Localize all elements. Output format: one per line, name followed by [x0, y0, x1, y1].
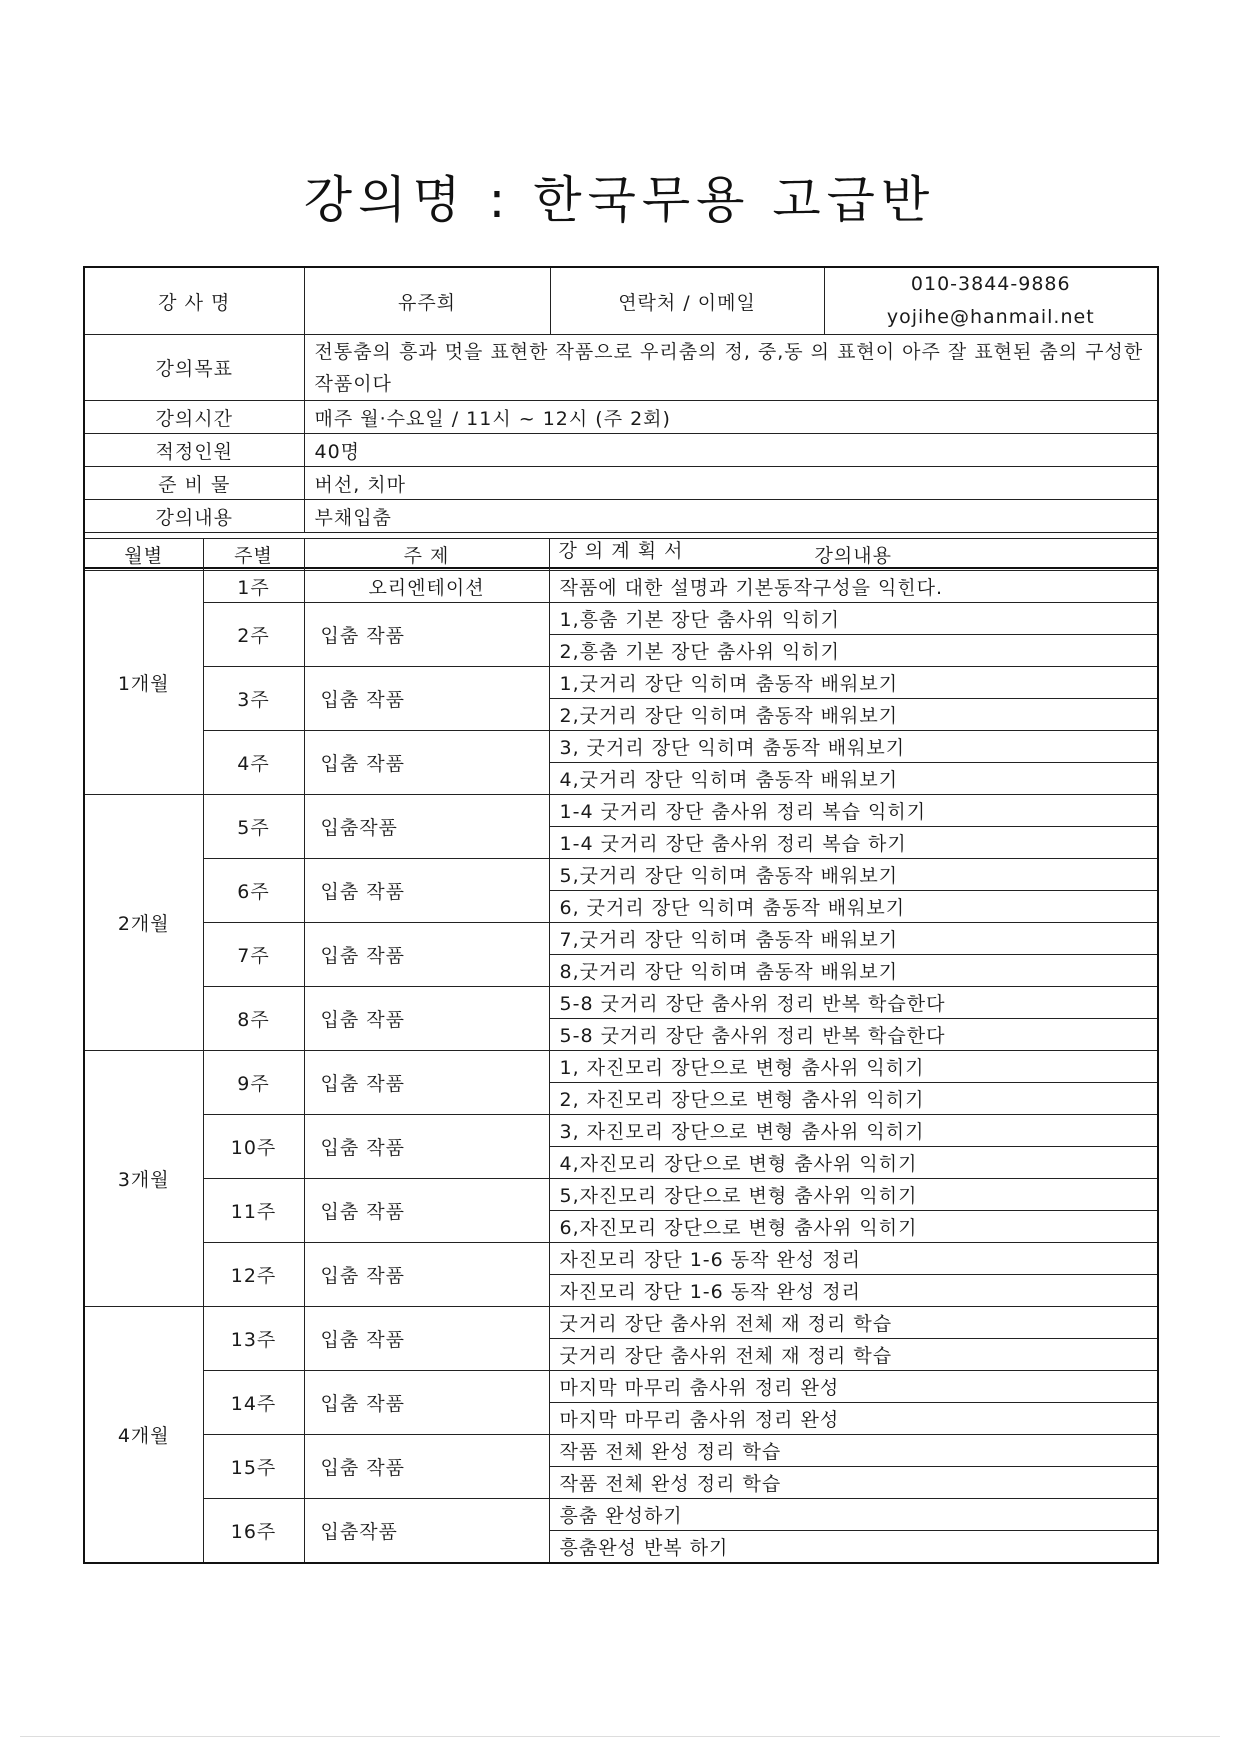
materials-label: 준 비 물: [84, 467, 304, 500]
table-row: [84, 571, 1158, 603]
week-cell: 3주: [203, 667, 304, 731]
content-cell: 7,굿거리 장단 익히며 춤동작 배워보기: [549, 923, 1158, 955]
topic-cell: 입춤작품: [304, 795, 549, 859]
topic-cell: 입춤 작품: [304, 667, 549, 731]
content-cell: 작품에 대한 설명과 기본동작구성을 익힌다.: [549, 571, 1158, 603]
content-cell: 굿거리 장단 춤사위 전체 재 정리 학습: [549, 1307, 1158, 1339]
content-cell: 5-8 굿거리 장단 춤사위 정리 반복 학습한다: [549, 1019, 1158, 1051]
table-row: [84, 1115, 1158, 1147]
week-cell: 15주: [203, 1435, 304, 1499]
topic-cell: 입춤 작품: [304, 1243, 549, 1307]
content-cell: 흥춤완성 반복 하기: [549, 1531, 1158, 1564]
week-cell: 1주: [203, 571, 304, 603]
topic-cell: 입춤 작품: [304, 859, 549, 923]
content-cell: 5,자진모리 장단으로 변형 춤사위 익히기: [549, 1179, 1158, 1211]
topic-cell: 입춤 작품: [304, 1179, 549, 1243]
header-month: 월별: [84, 539, 203, 571]
topic-cell: 입춤 작품: [304, 1435, 549, 1499]
week-cell: 5주: [203, 795, 304, 859]
topic-cell: 입춤 작품: [304, 731, 549, 795]
topic-cell: 입춤 작품: [304, 1371, 549, 1435]
table-row: [84, 859, 1158, 891]
week-cell: 10주: [203, 1115, 304, 1179]
capacity-label: 적정인원: [84, 434, 304, 467]
week-cell: 6주: [203, 859, 304, 923]
content-cell: 2,흥춤 기본 장단 춤사위 익히기: [549, 635, 1158, 667]
goal-value: 전통춤의 흥과 멋을 표현한 작품으로 우리춤의 정, 중,동 의 표현이 아주 잘 표현된 춤의 구성한 작품이다: [304, 335, 1158, 401]
table-row: [84, 667, 1158, 699]
content-cell: 5-8 굿거리 장단 춤사위 정리 반복 학습한다: [549, 987, 1158, 1019]
content-cell: 자진모리 장단 1-6 동작 완성 정리: [549, 1275, 1158, 1307]
content-cell: 1, 자진모리 장단으로 변형 춤사위 익히기: [549, 1051, 1158, 1083]
table-row: [84, 1307, 1158, 1339]
page-edge-divider: [20, 1736, 1220, 1737]
goal-label: 강의목표: [84, 335, 304, 401]
content-cell: 1-4 굿거리 장단 춤사위 정리 복습 하기: [549, 827, 1158, 859]
schedule-value: 매주 월·수요일 / 11시 ~ 12시 (주 2회): [304, 401, 1158, 434]
week-cell: 11주: [203, 1179, 304, 1243]
week-cell: 2주: [203, 603, 304, 667]
table-row: [84, 1051, 1158, 1083]
course-info-table: [83, 266, 1159, 569]
week-cell: 4주: [203, 731, 304, 795]
table-row: [84, 795, 1158, 827]
week-cell: 16주: [203, 1499, 304, 1564]
content-cell: 작품 전체 완성 정리 학습: [549, 1467, 1158, 1499]
content-cell: 마지막 마무리 춤사위 정리 완성: [549, 1371, 1158, 1403]
content-label: 강의내용: [84, 500, 304, 533]
month-cell: 1개월: [84, 571, 203, 795]
phone-number: 010-3844-9886: [910, 273, 1071, 295]
week-cell: 7주: [203, 923, 304, 987]
week-cell: 14주: [203, 1371, 304, 1435]
topic-cell: 입춤 작품: [304, 1051, 549, 1115]
table-row: [84, 923, 1158, 955]
content-cell: 흥춤 완성하기: [549, 1499, 1158, 1531]
capacity-value: 40명: [304, 434, 1158, 467]
contact-label: 연락처 / 이메일: [550, 267, 824, 335]
month-cell: 4개월: [84, 1307, 203, 1564]
topic-cell: 입춤작품: [304, 1499, 549, 1564]
topic-cell: 입춤 작품: [304, 923, 549, 987]
month-cell: 3개월: [84, 1051, 203, 1307]
content-cell: 8,굿거리 장단 익히며 춤동작 배워보기: [549, 955, 1158, 987]
instructor-name: 유주희: [304, 267, 550, 335]
week-cell: 8주: [203, 987, 304, 1051]
table-row: [84, 1371, 1158, 1403]
topic-cell: 입춤 작품: [304, 603, 549, 667]
lesson-plan-table: [83, 538, 1159, 1564]
week-cell: 9주: [203, 1051, 304, 1115]
table-row: [84, 1179, 1158, 1211]
email-address: yojihe@hanmail.net: [886, 306, 1095, 328]
table-row: [84, 603, 1158, 635]
topic-cell: 오리엔테이션: [304, 571, 549, 603]
content-cell: 1,굿거리 장단 익히며 춤동작 배워보기: [549, 667, 1158, 699]
content-cell: 작품 전체 완성 정리 학습: [549, 1435, 1158, 1467]
topic-cell: 입춤 작품: [304, 1115, 549, 1179]
month-cell: 2개월: [84, 795, 203, 1051]
content-cell: 3, 굿거리 장단 익히며 춤동작 배워보기: [549, 731, 1158, 763]
instructor-label: 강 사 명: [84, 267, 304, 335]
table-row: [84, 1435, 1158, 1467]
header-topic: 주 제: [304, 539, 549, 571]
week-cell: 13주: [203, 1307, 304, 1371]
content-cell: 2, 자진모리 장단으로 변형 춤사위 익히기: [549, 1083, 1158, 1115]
content-cell: 자진모리 장단 1-6 동작 완성 정리: [549, 1243, 1158, 1275]
materials-value: 버선, 치마: [304, 467, 1158, 500]
schedule-label: 강의시간: [84, 401, 304, 434]
content-cell: 4,굿거리 장단 익히며 춤동작 배워보기: [549, 763, 1158, 795]
content-cell: 4,자진모리 장단으로 변형 춤사위 익히기: [549, 1147, 1158, 1179]
content-cell: 마지막 마무리 춤사위 정리 완성: [549, 1403, 1158, 1435]
content-cell: 1-4 굿거리 장단 춤사위 정리 복습 익히기: [549, 795, 1158, 827]
content-value: 부채입춤: [304, 500, 1158, 533]
contact-cell: [824, 267, 1158, 335]
table-row: [84, 987, 1158, 1019]
header-week: 주별: [203, 539, 304, 571]
week-cell: 12주: [203, 1243, 304, 1307]
content-cell: 2,굿거리 장단 익히며 춤동작 배워보기: [549, 699, 1158, 731]
content-cell: 3, 자진모리 장단으로 변형 춤사위 익히기: [549, 1115, 1158, 1147]
table-row: [84, 731, 1158, 763]
content-cell: 굿거리 장단 춤사위 전체 재 정리 학습: [549, 1339, 1158, 1371]
topic-cell: 입춤 작품: [304, 1307, 549, 1371]
content-cell: 6,자진모리 장단으로 변형 춤사위 익히기: [549, 1211, 1158, 1243]
content-cell: 5,굿거리 장단 익히며 춤동작 배워보기: [549, 859, 1158, 891]
content-cell: 6, 굿거리 장단 익히며 춤동작 배워보기: [549, 891, 1158, 923]
plan-title: 강 의 계 획 서: [84, 533, 1158, 568]
content-cell: 1,흥춤 기본 장단 춤사위 익히기: [549, 603, 1158, 635]
table-row: [84, 1499, 1158, 1531]
table-row: [84, 1243, 1158, 1275]
page-title: 강의명 : 한국무용 고급반: [303, 171, 936, 229]
topic-cell: 입춤 작품: [304, 987, 549, 1051]
header-content: 강의내용: [549, 539, 1158, 571]
